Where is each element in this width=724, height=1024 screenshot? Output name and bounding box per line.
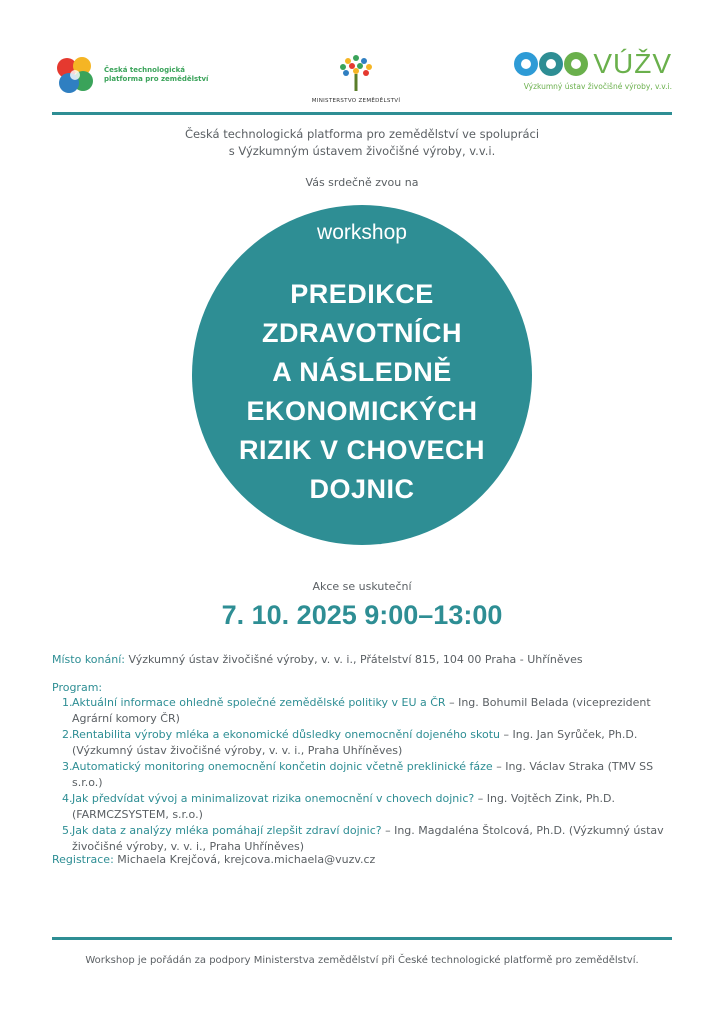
program-list	[62, 695, 682, 855]
footer-note: Workshop je pořádán za podpory Ministerstva zemědělství při České technologické platformě pro zemědělství.	[85, 955, 639, 966]
ctp-logo	[52, 52, 208, 98]
title-line: EKONOMICKÝCH	[246, 396, 478, 426]
workshop-title	[212, 275, 512, 509]
vuzv-logo	[513, 48, 672, 91]
invite-text: Vás srdečně zvou na	[305, 176, 419, 189]
program-item	[62, 759, 682, 791]
program-item-number: 4.	[62, 792, 73, 805]
title-line: PREDIKCE	[290, 279, 434, 309]
tree-icon	[334, 52, 378, 92]
program-item-topic: Automatický monitoring onemocnění končetin dojnic včetně preklinické fáze	[72, 760, 493, 773]
program-item	[62, 727, 682, 759]
program-item-number: 2.	[62, 728, 73, 741]
venue	[52, 652, 682, 668]
mz-logo	[296, 52, 416, 104]
program-item-topic: Jak předvídat vývoj a minimalizovat rizika onemocnění v chovech dojnic?	[72, 792, 475, 805]
program-item-speaker: – Ing. Magdaléna Štolcová, Ph.D. (Výzkumný ústav	[381, 824, 664, 837]
title-line: ZDRAVOTNÍCH	[262, 318, 462, 348]
top-divider	[52, 112, 672, 115]
program-item-speaker-cont: živočišné výroby, v. v. i., Praha Uhříněves)	[72, 840, 305, 853]
mz-logo-text: MINISTERSTVO ZEMĚDĚLSTVÍ	[311, 98, 401, 104]
ctp-logo-text-2: platforma pro zemědělství	[104, 75, 209, 83]
program-item	[62, 695, 682, 727]
ctp-logo-text-1: Česká technologická	[104, 66, 186, 74]
intro	[0, 126, 724, 160]
program-item-speaker: – Ing. Václav Straka (TMV SS s.r.o.)	[72, 760, 654, 789]
program-item-speaker-cont: (FARMCZSYSTEM, s.r.o.)	[72, 808, 203, 821]
program-item	[62, 791, 682, 823]
title-line: DOJNIC	[309, 474, 415, 504]
program-item-topic: Jak data z analýzy mléka pomáhají zlepšit zdraví dojnic?	[72, 824, 382, 837]
registration-contact[interactable]: Michaela Krejčová, krejcova.michaela@vuzv.cz	[117, 853, 376, 866]
program-item-number: 3.	[62, 760, 73, 773]
program-label: Program:	[52, 681, 103, 694]
intro-line-2: s Výzkumným ústavem živočišné výroby, v.v.i.	[228, 144, 496, 158]
program-item	[62, 823, 682, 855]
program-item-speaker: – Ing. Jan Syrůček, Ph.D.	[500, 728, 638, 741]
title-line: RIZIK V CHOVECH	[238, 435, 486, 465]
program-item-speaker: – Ing. Vojtěch Zink, Ph.D.	[474, 792, 615, 805]
workshop-label: workshop	[317, 221, 407, 244]
akce-label: Akce se uskuteční	[312, 580, 412, 593]
vuzv-logo-name: VÚŽV	[593, 48, 672, 79]
title-line: A NÁSLEDNĚ	[272, 357, 452, 387]
logo-bar	[52, 48, 672, 108]
ctp-logo-icon	[52, 52, 98, 98]
registration	[52, 852, 682, 868]
venue-label: Místo konání:	[52, 653, 125, 666]
event-date: 7. 10. 2025 9:00–13:00	[221, 600, 503, 630]
venue-value: Výzkumný ústav živočišné výroby, v. v. i., Přátelství 815, 104 00 Praha - Uhříněves	[128, 653, 583, 666]
registration-label: Registrace:	[52, 853, 114, 866]
program-item-topic: Aktuální informace ohledně společné zemědělské politiky v EU a ČR	[72, 696, 446, 709]
program-item-number: 1.	[62, 696, 73, 709]
program-item-number: 5.	[62, 824, 73, 837]
vuzv-logo-subtitle: Výzkumný ústav živočišné výroby, v.v.i.	[523, 82, 672, 91]
program-item-speaker-cont: (Výzkumný ústav živočišné výroby, v. v. i., Praha Uhříněves)	[72, 744, 403, 757]
program-item-topic: Rentabilita výroby mléka a ekonomické důsledky onemocnění dojeného skotu	[72, 728, 500, 741]
program-item-speaker: – Ing. Bohumil Belada (viceprezident	[445, 696, 651, 709]
bottom-divider	[52, 937, 672, 940]
program-item-speaker-cont: Agrární komory ČR)	[72, 712, 180, 725]
intro-line-1: Česká technologická platforma pro zemědělství ve spolupráci	[184, 127, 540, 141]
animals-icon	[513, 48, 589, 80]
title-circle	[192, 205, 532, 545]
